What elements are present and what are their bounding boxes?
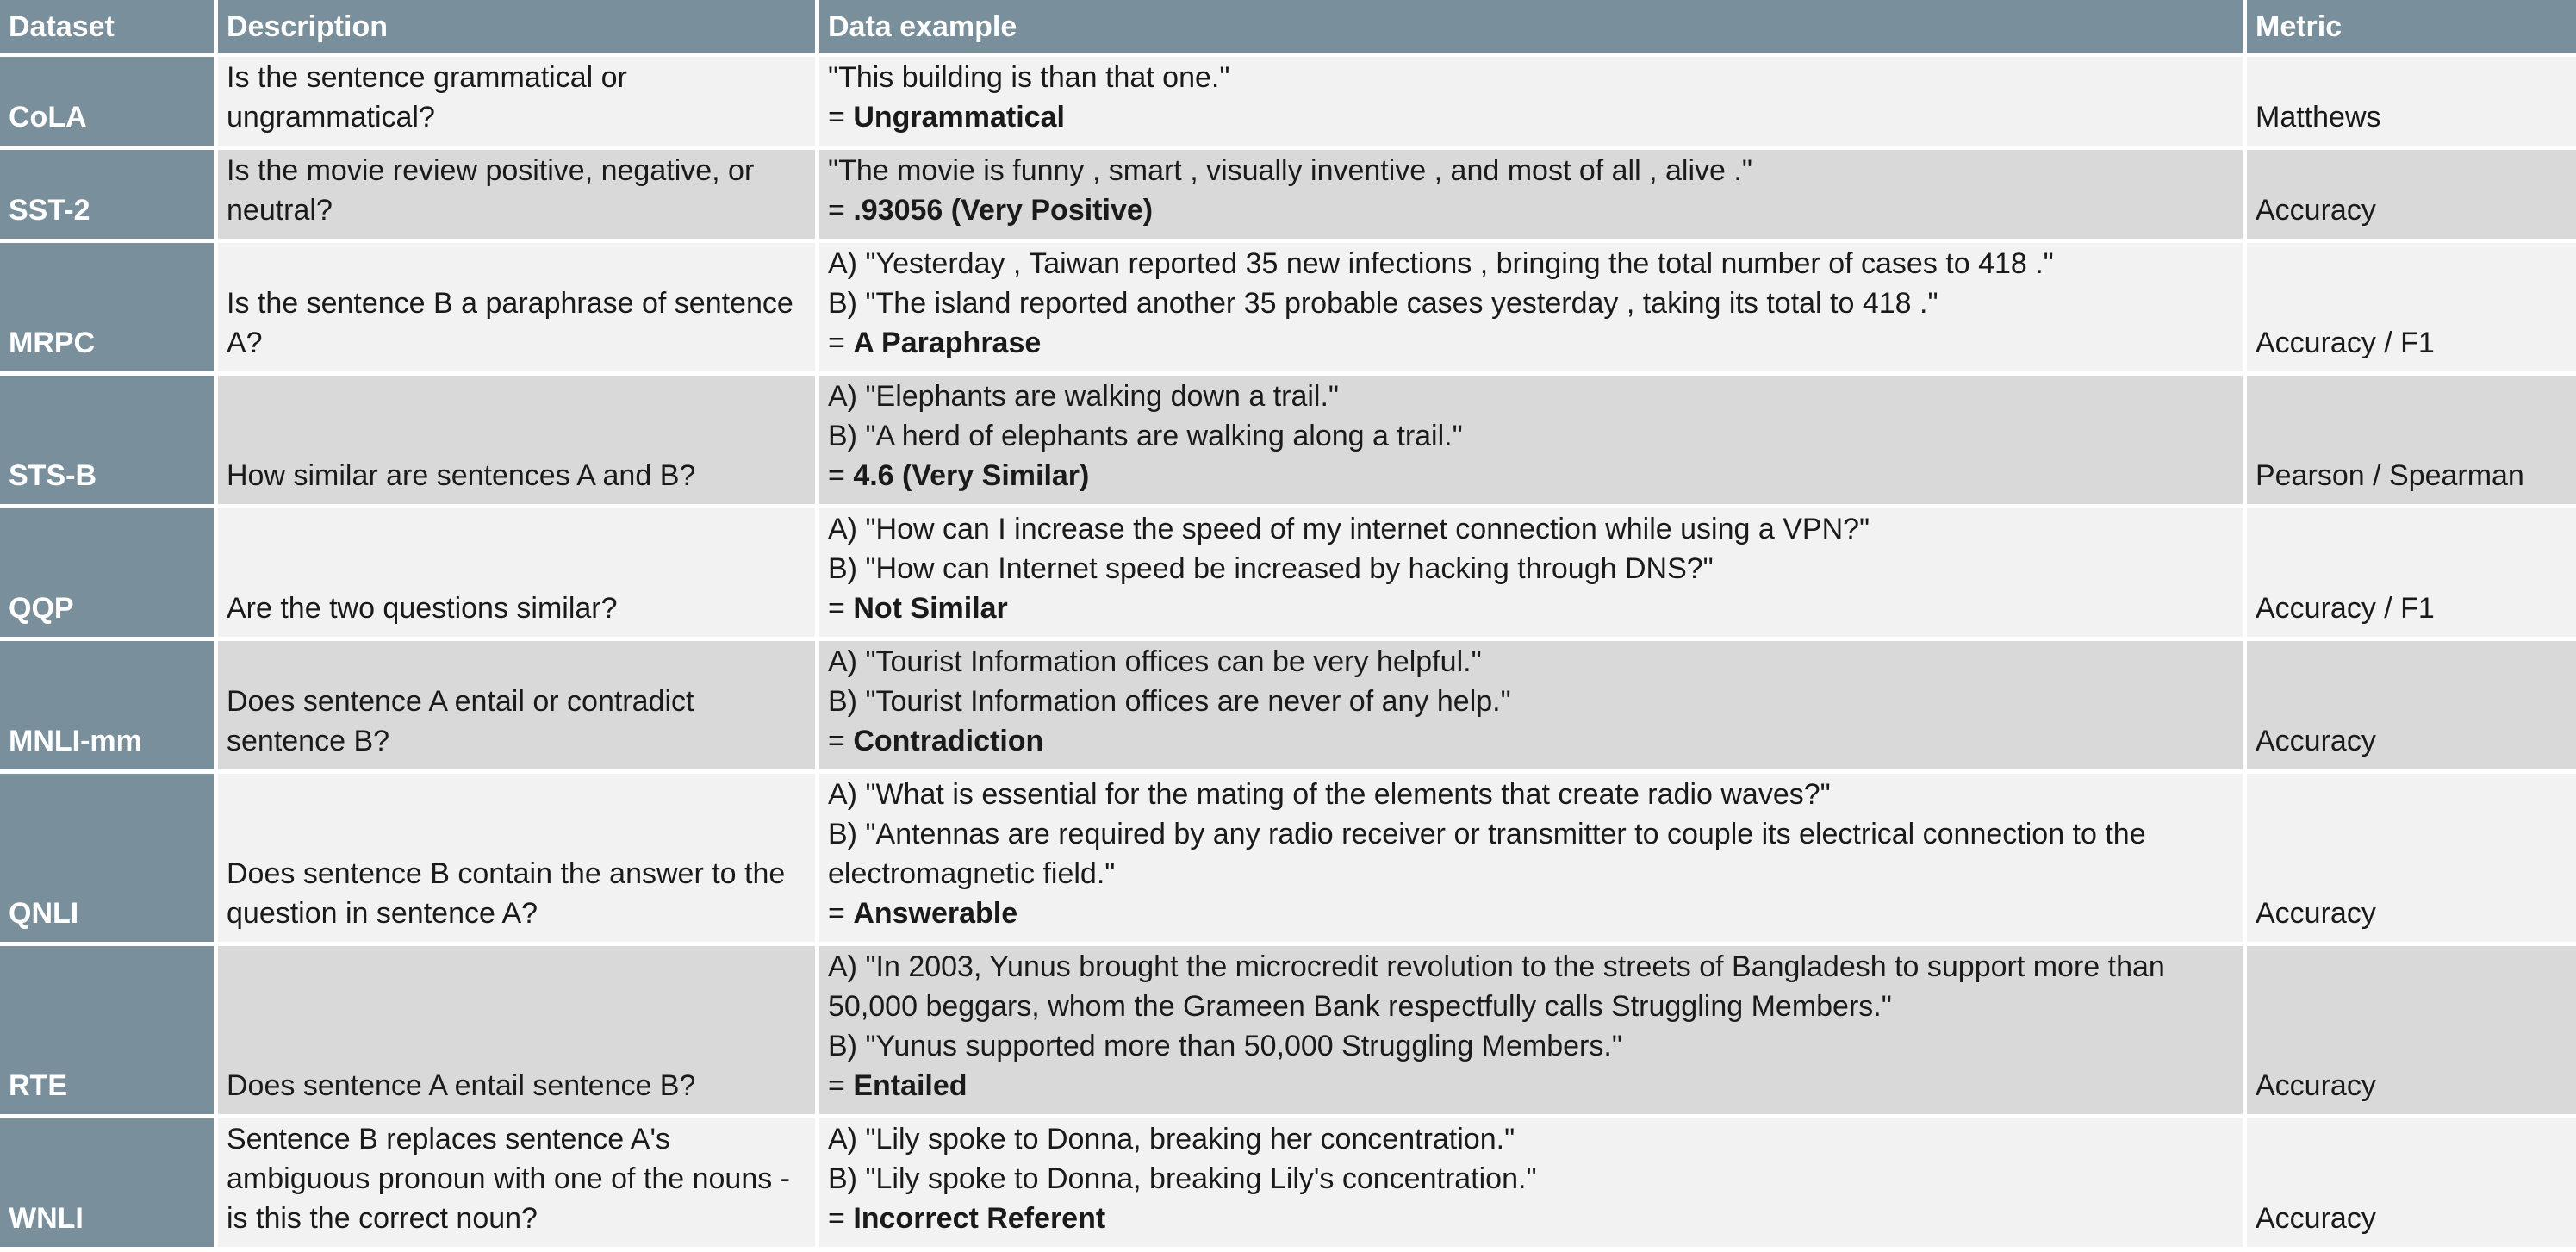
metric-value: Matthews [2247, 57, 2576, 146]
data-example [819, 243, 2243, 371]
example-line: B) "Tourist Information offices are never of any help." [828, 685, 1511, 718]
dataset-name: QNLI [0, 774, 214, 942]
dataset-description: Does sentence B contain the answer to the question in sentence A? [218, 774, 815, 942]
example-answer [828, 1199, 2234, 1238]
example-answer [828, 97, 2234, 137]
example-line: B) "Yunus supported more than 50,000 Struggling Members." [828, 1030, 1622, 1062]
example-line: A) "How can I increase the speed of my internet connection while using a VPN?" [828, 513, 1870, 545]
example-line: A) "Elephants are walking down a trail." [828, 380, 1339, 413]
example-line: B) "A herd of elephants are walking along a trail." [828, 420, 1463, 452]
header-metric: Metric [2247, 0, 2576, 53]
answer-prefix: = [828, 1202, 854, 1235]
data-example [819, 1118, 2243, 1247]
answer-label: Ungrammatical [853, 101, 1065, 134]
metric-value: Accuracy / F1 [2247, 243, 2576, 371]
example-line: B) "Lily spoke to Donna, breaking Lily's concentration." [828, 1162, 1537, 1195]
example-line: B) "The island reported another 35 probable cases yesterday , taking its total to 418 ." [828, 287, 1938, 320]
metric-value: Accuracy / F1 [2247, 508, 2576, 637]
data-example [819, 57, 2243, 146]
example-line: A) "Yesterday , Taiwan reported 35 new infections , bringing the total number of cases to 418 ." [828, 247, 2054, 280]
dataset-description: Does sentence A entail or contradict sentence B? [218, 641, 815, 769]
answer-label: 4.6 (Very Similar) [853, 459, 1090, 492]
data-example [819, 641, 2243, 769]
answer-prefix: = [828, 897, 854, 930]
answer-label: Not Similar [853, 592, 1008, 625]
answer-prefix: = [828, 459, 854, 492]
dataset-name: QQP [0, 508, 214, 637]
dataset-description: Are the two questions similar? [218, 508, 815, 637]
answer-prefix: = [828, 101, 854, 134]
answer-prefix: = [828, 194, 854, 227]
example-line: B) "Antennas are required by any radio receiver or transmitter to couple its electrical connection to the electromagnetic field." [828, 818, 2146, 890]
header-description: Description [218, 0, 815, 53]
dataset-name: MRPC [0, 243, 214, 371]
data-example [819, 946, 2243, 1114]
dataset-description: Is the sentence grammatical or ungrammatical? [218, 57, 815, 146]
example-answer [828, 323, 2234, 363]
example-answer [828, 190, 2234, 230]
answer-label: Incorrect Referent [853, 1202, 1106, 1235]
dataset-name: SST-2 [0, 150, 214, 239]
answer-label: Entailed [853, 1069, 968, 1102]
dataset-description: Does sentence A entail sentence B? [218, 946, 815, 1114]
answer-label: Contradiction [853, 725, 1044, 757]
dataset-name: CoLA [0, 57, 214, 146]
answer-label: Answerable [853, 897, 1018, 930]
answer-label: .93056 (Very Positive) [853, 194, 1154, 227]
header-data-example: Data example [819, 0, 2243, 53]
example-line: "The movie is funny , smart , visually inventive , and most of all , alive ." [828, 154, 1752, 187]
dataset-name: WNLI [0, 1118, 214, 1247]
example-line: A) "In 2003, Yunus brought the microcredit revolution to the streets of Bangladesh to support more than 50,000 beggars, whom the Grameen Bank respectfully calls Struggling Members." [828, 950, 2165, 1023]
metric-value: Accuracy [2247, 1118, 2576, 1247]
answer-prefix: = [828, 1069, 854, 1102]
example-line: A) "Lily spoke to Donna, breaking her concentration." [828, 1123, 1515, 1155]
data-example [819, 774, 2243, 942]
data-example [819, 508, 2243, 637]
dataset-description: Is the movie review positive, negative, or neutral? [218, 150, 815, 239]
metric-value: Accuracy [2247, 774, 2576, 942]
metric-value: Accuracy [2247, 641, 2576, 769]
dataset-name: RTE [0, 946, 214, 1114]
example-line: "This building is than that one." [828, 61, 1230, 94]
dataset-description: Is the sentence B a paraphrase of sentence A? [218, 243, 815, 371]
dataset-description: How similar are sentences A and B? [218, 376, 815, 504]
answer-prefix: = [828, 725, 854, 757]
header-dataset: Dataset [0, 0, 214, 53]
example-answer [828, 1066, 2234, 1106]
example-answer [828, 589, 2234, 628]
data-example [819, 376, 2243, 504]
example-line: A) "What is essential for the mating of the elements that create radio waves?" [828, 778, 1831, 811]
metric-value: Accuracy [2247, 946, 2576, 1114]
metric-value: Accuracy [2247, 150, 2576, 239]
dataset-name: MNLI-mm [0, 641, 214, 769]
dataset-name: STS-B [0, 376, 214, 504]
data-example [819, 150, 2243, 239]
example-answer [828, 894, 2234, 933]
answer-prefix: = [828, 327, 854, 359]
dataset-description: Sentence B replaces sentence A's ambiguous pronoun with one of the nouns - is this the correct noun? [218, 1118, 815, 1247]
example-line: B) "How can Internet speed be increased by hacking through DNS?" [828, 552, 1714, 585]
metric-value: Pearson / Spearman [2247, 376, 2576, 504]
example-line: A) "Tourist Information offices can be very helpful." [828, 645, 1482, 678]
answer-prefix: = [828, 592, 854, 625]
example-answer [828, 456, 2234, 495]
answer-label: A Paraphrase [853, 327, 1042, 359]
example-answer [828, 721, 2234, 761]
